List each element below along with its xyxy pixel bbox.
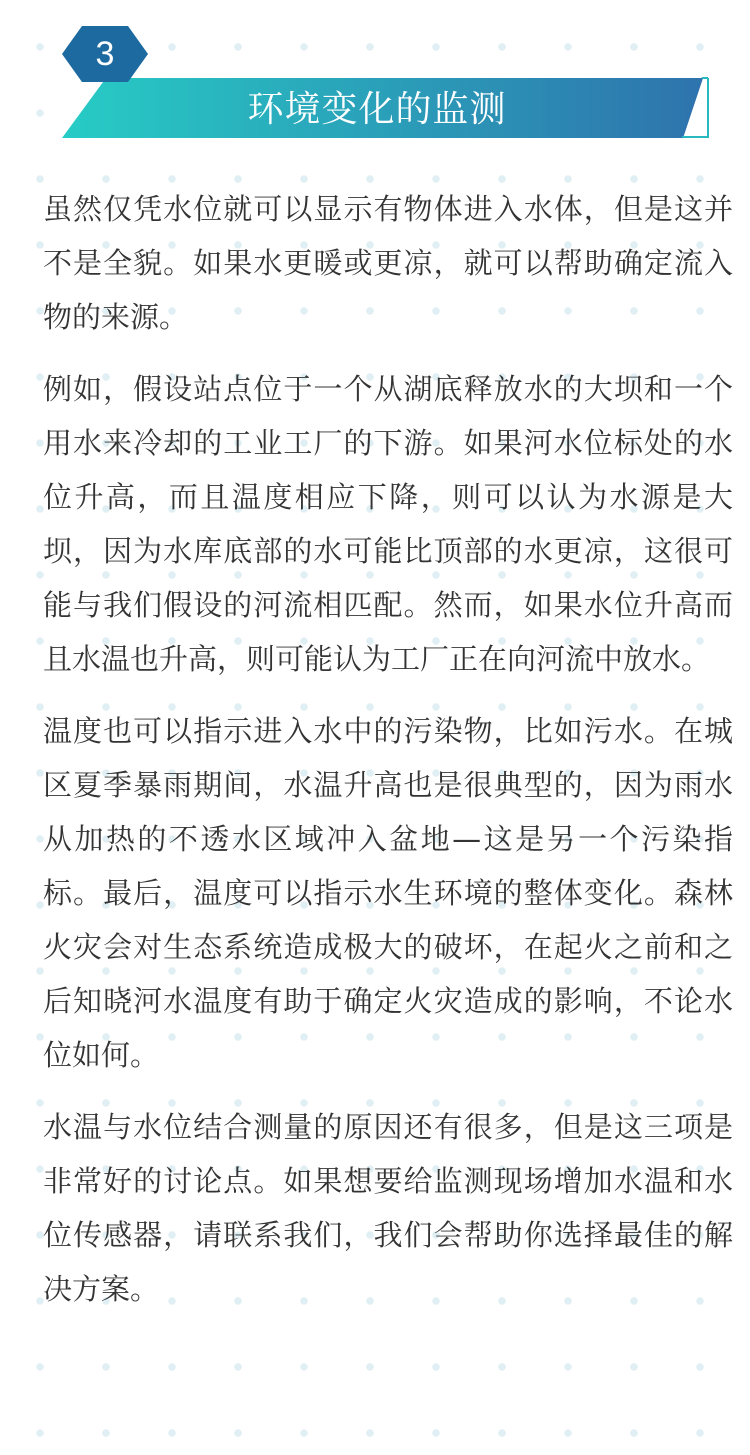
paragraph-4: 水温与水位结合测量的原因还有很多，但是这三项是非常好的讨论点。如果想要给监测现场增加水温和水位传感器，请联系我们，我们会帮助你选择最佳的解决方案。 xyxy=(43,1110,733,1306)
section-title: 环境变化的监测 xyxy=(247,89,507,130)
paragraph-1: 虽然仅凭水位就可以显示有物体进入水体，但是这并不是全貌。如果水更暖或更凉，就可以帮助确定流入物的来源。 xyxy=(43,192,733,334)
section-number: 3 xyxy=(95,35,115,73)
article-body xyxy=(43,182,733,1334)
section-header xyxy=(62,22,710,142)
paragraph-2: 例如，假设站点位于一个从湖底释放水的大坝和一个用水来冷却的工业工厂的下游。如果河水位标处的水位升高，而且温度相应下降，则可以认为水源是大坝，因为水库底部的水可能比顶部的水更凉，这很可能与我们假设的河流相匹配。然而，如果水位升高而且水温也升高，则可能认为工厂正在向河流中放水。 xyxy=(43,372,733,676)
paragraph-3: 温度也可以指示进入水中的污染物，比如污水。在城区夏季暴雨期间，水温升高也是很典型的，因为雨水从加热的不透水区域冲入盆地—这是另一个污染指标。最后，温度可以指示水生环境的整体变化。森林火灾会对生态系统造成极大的破坏，在起火之前和之后知晓河水温度有助于确定火灾造成的影响，不论水位如何。 xyxy=(43,714,733,1072)
